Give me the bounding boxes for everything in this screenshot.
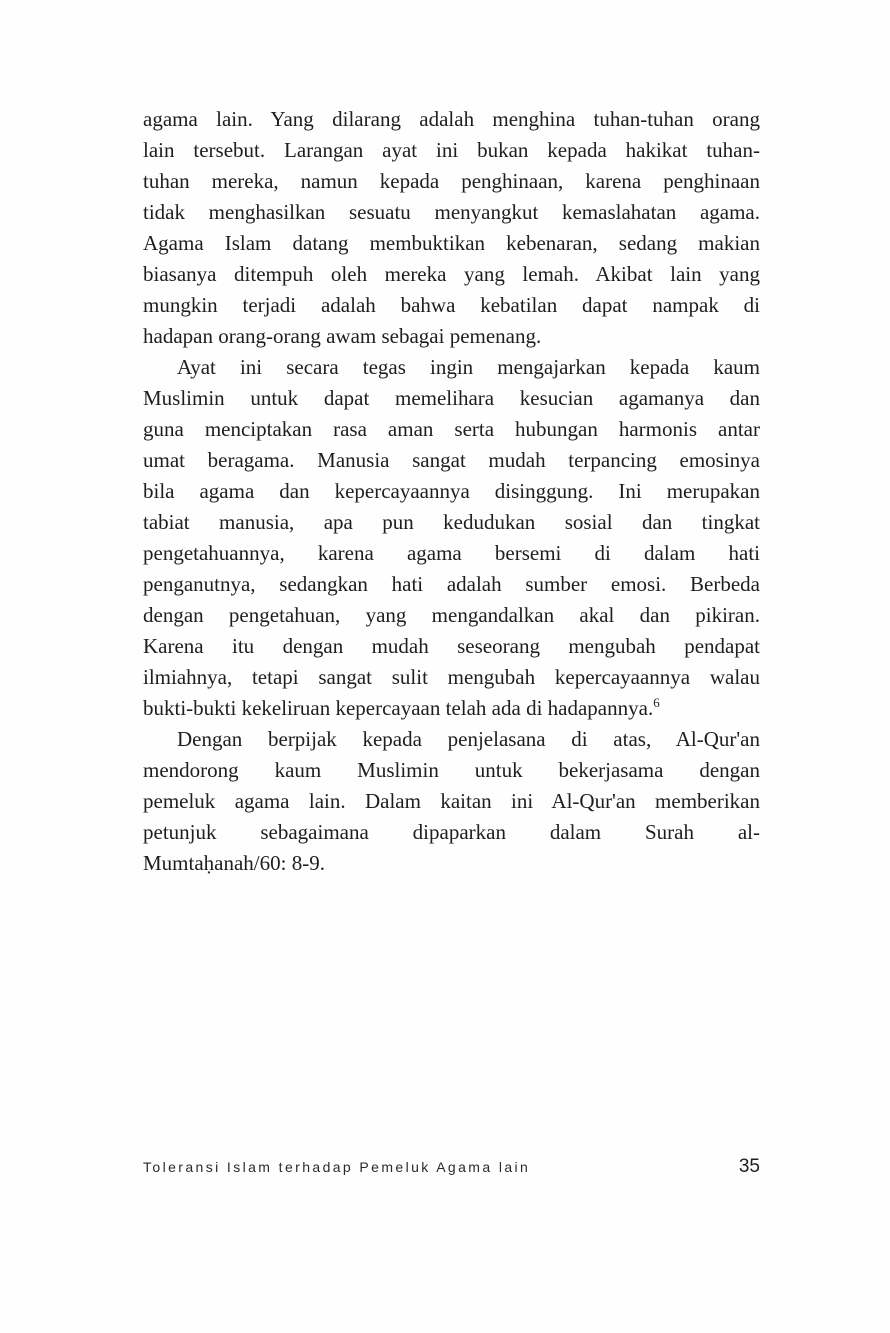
text-line: mendorong kaum Muslimin untuk bekerjasama dengan <box>143 758 760 782</box>
text-line: Mumtaḥanah/60: 8-9. <box>143 851 325 875</box>
paragraph <box>143 352 760 724</box>
text-line: agama lain. Yang dilarang adalah menghina tuhan-tuhan orang <box>143 107 760 131</box>
paragraph <box>143 724 760 879</box>
text-line: dengan pengetahuan, yang mengandalkan akal dan pikiran. <box>143 603 760 627</box>
text-line: Karena itu dengan mudah seseorang mengubah pendapat <box>143 634 760 658</box>
text-line: guna menciptakan rasa aman serta hubungan harmonis antar <box>143 417 760 441</box>
text-line: tabiat manusia, apa pun kedudukan sosial dan tingkat <box>143 510 760 534</box>
text-line: biasanya ditempuh oleh mereka yang lemah. Akibat lain yang <box>143 262 760 286</box>
page-footer <box>143 1156 760 1178</box>
text-line <box>143 693 760 724</box>
footnote-marker: 6 <box>653 695 660 710</box>
running-title: Toleransi Islam terhadap Pemeluk Agama lain <box>143 1159 531 1175</box>
paragraph <box>143 104 760 352</box>
text-line: tidak menghasilkan sesuatu menyangkut kemaslahatan agama. <box>143 200 760 224</box>
text-line: umat beragama. Manusia sangat mudah terpancing emosinya <box>143 448 760 472</box>
text-line: pengetahuannya, karena agama bersemi di dalam hati <box>143 541 760 565</box>
text-line: mungkin terjadi adalah bahwa kebatilan dapat nampak di <box>143 293 760 317</box>
text-line: bila agama dan kepercayaannya disinggung. Ini merupakan <box>143 479 760 503</box>
text-line: lain tersebut. Larangan ayat ini bukan kepada hakikat tuhan- <box>143 138 760 162</box>
text-line-text: bukti-bukti kekeliruan kepercayaan telah ada di hadapannya. <box>143 696 654 720</box>
text-line: Agama Islam datang membuktikan kebenaran, sedang makian <box>143 231 760 255</box>
text-line: Ayat ini secara tegas ingin mengajarkan kepada kaum <box>177 355 760 379</box>
text-line: penganutnya, sedangkan hati adalah sumber emosi. Berbeda <box>143 572 760 596</box>
text-line: pemeluk agama lain. Dalam kaitan ini Al-Qur'an memberikan <box>143 789 760 813</box>
text-line: ilmiahnya, tetapi sangat sulit mengubah kepercayaannya walau <box>143 665 760 689</box>
text-line: petunjuk sebagaimana dipaparkan dalam Surah al- <box>143 820 760 844</box>
text-line: hadapan orang-orang awam sebagai pemenang. <box>143 324 542 348</box>
text-line: Muslimin untuk dapat memelihara kesucian agamanya dan <box>143 386 760 410</box>
text-line: tuhan mereka, namun kepada penghinaan, karena penghinaan <box>143 169 760 193</box>
page-number: 35 <box>738 1156 760 1177</box>
page-body <box>143 104 760 879</box>
text-line: Dengan berpijak kepada penjelasana di atas, Al-Qur'an <box>177 727 760 751</box>
